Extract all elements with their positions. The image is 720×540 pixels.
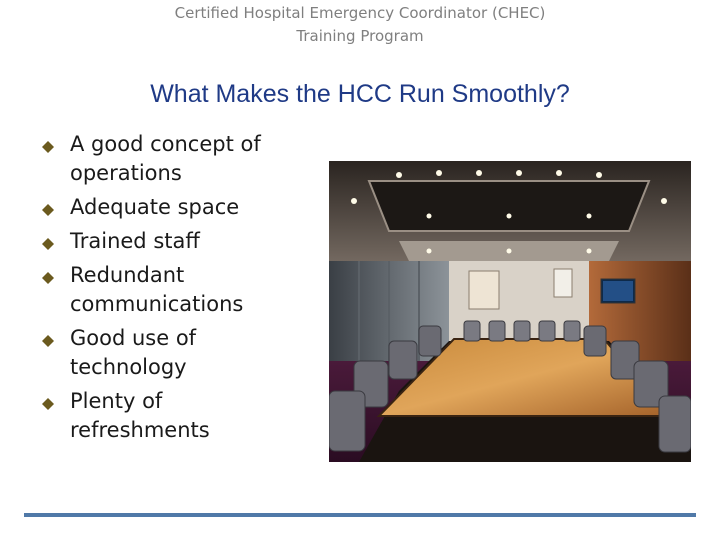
slide-title: What Makes the HCC Run Smoothly? — [150, 80, 570, 108]
diamond-bullet-icon — [42, 335, 54, 347]
conference-room-photo — [329, 161, 691, 462]
bullet-item-redundant-communications — [38, 261, 338, 319]
bullet-text: Redundant — [70, 263, 185, 287]
diamond-bullet-icon — [42, 204, 54, 216]
bullet-text-continued: technology — [70, 355, 187, 379]
bullet-item-concept-of-operations — [38, 130, 338, 188]
bullet-item-trained-staff — [38, 227, 338, 256]
bullet-text-continued: refreshments — [70, 418, 210, 442]
diamond-bullet-icon — [42, 238, 54, 250]
bullet-item-technology — [38, 324, 338, 382]
bullet-text: Plenty of — [70, 389, 163, 413]
bullet-text: Adequate space — [70, 195, 240, 219]
diamond-bullet-icon — [42, 272, 54, 284]
footer-rule — [24, 513, 696, 517]
bullet-text: A good concept of — [70, 132, 261, 156]
diamond-bullet-icon — [42, 141, 54, 153]
bullet-item-adequate-space — [38, 193, 338, 222]
bullet-text-continued: communications — [70, 292, 244, 316]
bullet-item-refreshments — [38, 387, 338, 445]
conference-room-illustration — [329, 161, 691, 462]
bullet-text: Trained staff — [70, 229, 200, 253]
bullet-text: Good use of — [70, 326, 197, 350]
bullet-text-continued: operations — [70, 161, 182, 185]
program-header-line-2: Training Program — [296, 27, 424, 45]
diamond-bullet-icon — [42, 398, 54, 410]
program-header-line-1: Certified Hospital Emergency Coordinator (CHEC) — [174, 4, 546, 22]
program-header — [0, 2, 720, 48]
bullet-list — [38, 130, 338, 450]
